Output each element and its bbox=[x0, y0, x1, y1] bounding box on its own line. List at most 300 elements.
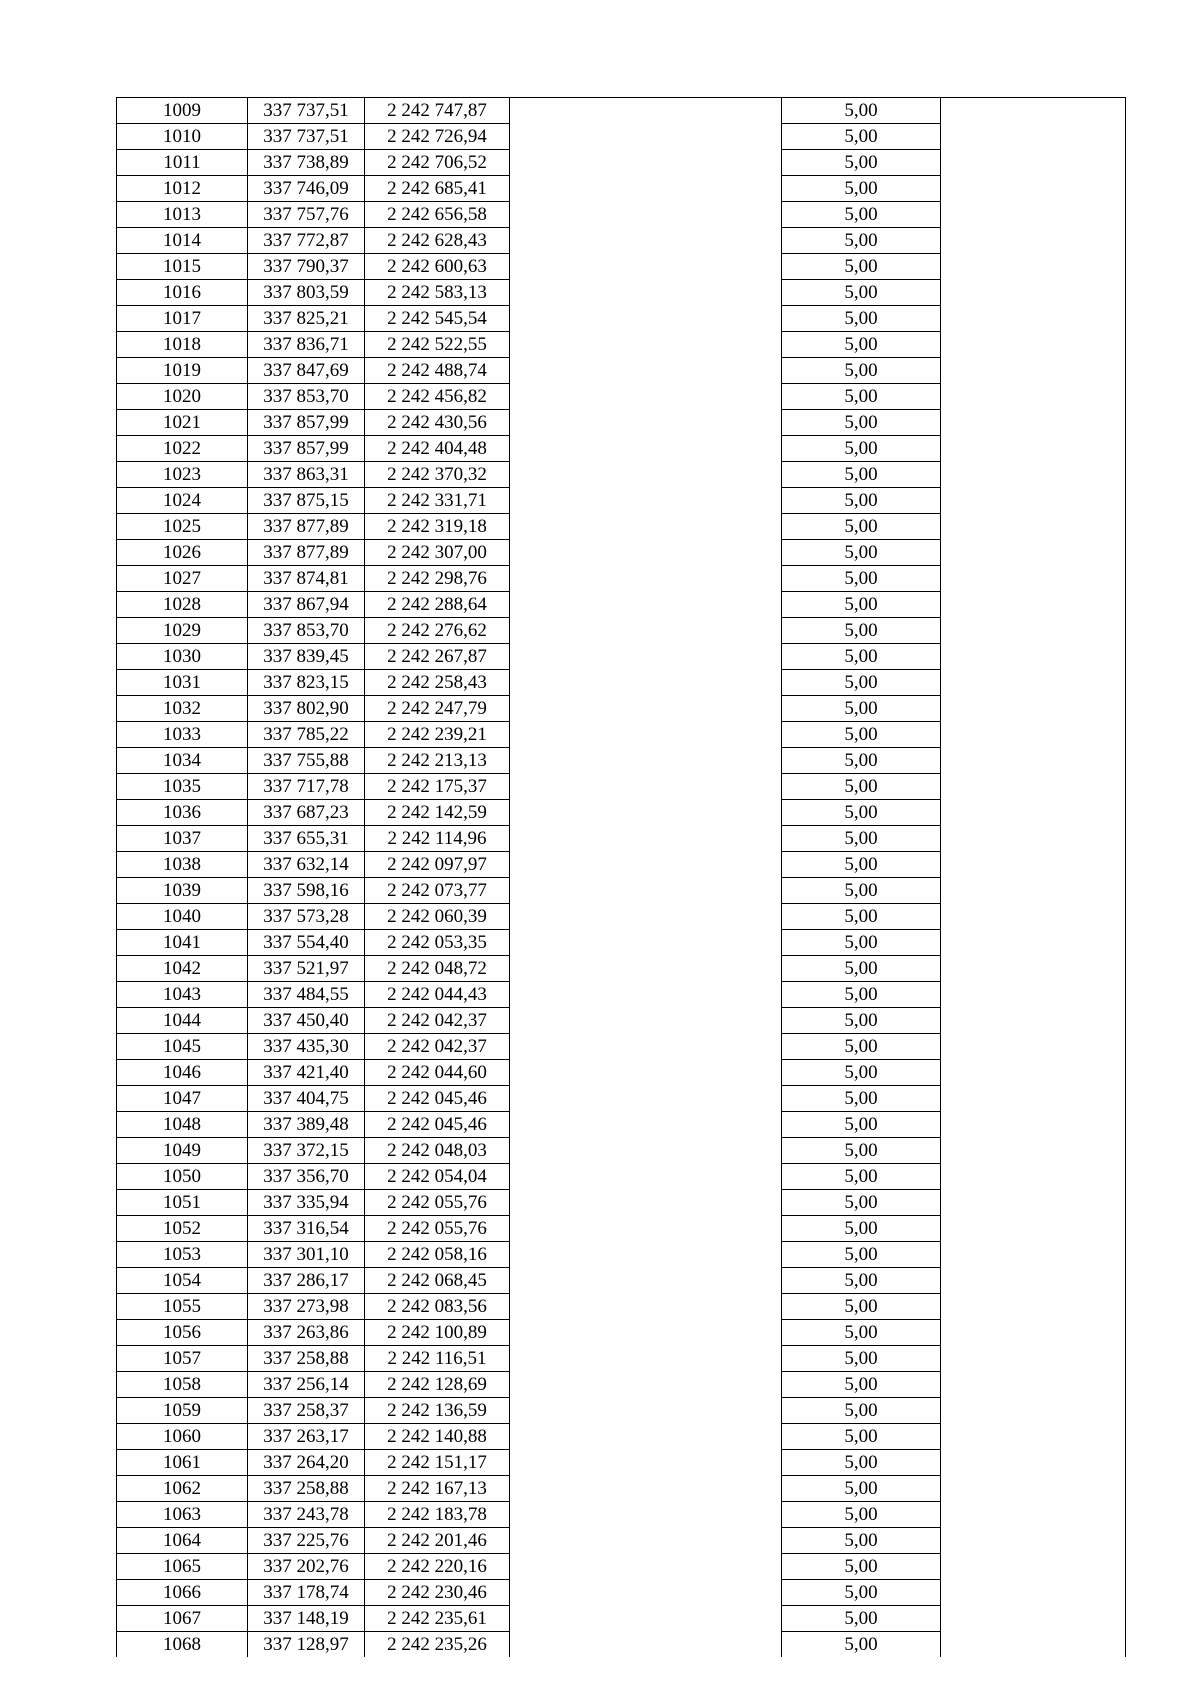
x-coordinate-cell: 337 877,89 bbox=[248, 514, 365, 540]
blank-cell bbox=[941, 1554, 1126, 1580]
value-cell: 5,00 bbox=[782, 1580, 941, 1606]
value-cell: 5,00 bbox=[782, 514, 941, 540]
y-coordinate-cell: 2 242 044,43 bbox=[365, 982, 510, 1008]
blank-cell bbox=[941, 644, 1126, 670]
x-coordinate-cell: 337 178,74 bbox=[248, 1580, 365, 1606]
y-coordinate-cell: 2 242 045,46 bbox=[365, 1112, 510, 1138]
blank-cell bbox=[941, 826, 1126, 852]
blank-cell bbox=[941, 1320, 1126, 1346]
point-number-cell: 1050 bbox=[117, 1164, 248, 1190]
y-coordinate-cell: 2 242 258,43 bbox=[365, 670, 510, 696]
value-cell: 5,00 bbox=[782, 1450, 941, 1476]
blank-cell bbox=[941, 1008, 1126, 1034]
blank-cell bbox=[941, 852, 1126, 878]
y-coordinate-cell: 2 242 267,87 bbox=[365, 644, 510, 670]
blank-cell bbox=[510, 1320, 782, 1346]
table-row bbox=[117, 566, 1126, 592]
y-coordinate-cell: 2 242 488,74 bbox=[365, 358, 510, 384]
x-coordinate-cell: 337 632,14 bbox=[248, 852, 365, 878]
table-row bbox=[117, 150, 1126, 176]
value-cell: 5,00 bbox=[782, 306, 941, 332]
y-coordinate-cell: 2 242 404,48 bbox=[365, 436, 510, 462]
x-coordinate-cell: 337 717,78 bbox=[248, 774, 365, 800]
y-coordinate-cell: 2 242 055,76 bbox=[365, 1216, 510, 1242]
blank-cell bbox=[941, 1086, 1126, 1112]
y-coordinate-cell: 2 242 319,18 bbox=[365, 514, 510, 540]
blank-cell bbox=[510, 1528, 782, 1554]
table-row bbox=[117, 1086, 1126, 1112]
y-coordinate-cell: 2 242 116,51 bbox=[365, 1346, 510, 1372]
value-cell: 5,00 bbox=[782, 540, 941, 566]
value-cell: 5,00 bbox=[782, 1112, 941, 1138]
blank-cell bbox=[941, 1346, 1126, 1372]
blank-cell bbox=[510, 1164, 782, 1190]
x-coordinate-cell: 337 335,94 bbox=[248, 1190, 365, 1216]
point-number-cell: 1028 bbox=[117, 592, 248, 618]
blank-cell bbox=[510, 670, 782, 696]
blank-cell bbox=[510, 1606, 782, 1632]
blank-cell bbox=[510, 1060, 782, 1086]
blank-cell bbox=[941, 956, 1126, 982]
value-cell: 5,00 bbox=[782, 904, 941, 930]
blank-cell bbox=[941, 384, 1126, 410]
y-coordinate-cell: 2 242 167,13 bbox=[365, 1476, 510, 1502]
y-coordinate-cell: 2 242 726,94 bbox=[365, 124, 510, 150]
blank-cell bbox=[510, 254, 782, 280]
x-coordinate-cell: 337 202,76 bbox=[248, 1554, 365, 1580]
table-row bbox=[117, 982, 1126, 1008]
point-number-cell: 1043 bbox=[117, 982, 248, 1008]
blank-cell bbox=[510, 696, 782, 722]
table-row bbox=[117, 1216, 1126, 1242]
blank-cell bbox=[510, 306, 782, 332]
x-coordinate-cell: 337 772,87 bbox=[248, 228, 365, 254]
point-number-cell: 1016 bbox=[117, 280, 248, 306]
value-cell: 5,00 bbox=[782, 670, 941, 696]
blank-cell bbox=[510, 280, 782, 306]
y-coordinate-cell: 2 242 288,64 bbox=[365, 592, 510, 618]
blank-cell bbox=[941, 800, 1126, 826]
blank-cell bbox=[941, 930, 1126, 956]
value-cell: 5,00 bbox=[782, 1034, 941, 1060]
x-coordinate-cell: 337 757,76 bbox=[248, 202, 365, 228]
point-number-cell: 1067 bbox=[117, 1606, 248, 1632]
blank-cell bbox=[941, 722, 1126, 748]
blank-cell bbox=[941, 1138, 1126, 1164]
point-number-cell: 1032 bbox=[117, 696, 248, 722]
blank-cell bbox=[510, 150, 782, 176]
blank-cell bbox=[510, 722, 782, 748]
x-coordinate-cell: 337 857,99 bbox=[248, 436, 365, 462]
x-coordinate-cell: 337 573,28 bbox=[248, 904, 365, 930]
x-coordinate-cell: 337 389,48 bbox=[248, 1112, 365, 1138]
point-number-cell: 1042 bbox=[117, 956, 248, 982]
value-cell: 5,00 bbox=[782, 1190, 941, 1216]
value-cell: 5,00 bbox=[782, 384, 941, 410]
value-cell: 5,00 bbox=[782, 1424, 941, 1450]
blank-cell bbox=[510, 1372, 782, 1398]
table-row bbox=[117, 1632, 1126, 1658]
x-coordinate-cell: 337 802,90 bbox=[248, 696, 365, 722]
x-coordinate-cell: 337 746,09 bbox=[248, 176, 365, 202]
x-coordinate-cell: 337 836,71 bbox=[248, 332, 365, 358]
point-number-cell: 1011 bbox=[117, 150, 248, 176]
point-number-cell: 1025 bbox=[117, 514, 248, 540]
blank-cell bbox=[510, 592, 782, 618]
y-coordinate-cell: 2 242 583,13 bbox=[365, 280, 510, 306]
table-row bbox=[117, 436, 1126, 462]
blank-cell bbox=[941, 904, 1126, 930]
table-row bbox=[117, 306, 1126, 332]
blank-cell bbox=[941, 306, 1126, 332]
x-coordinate-cell: 337 148,19 bbox=[248, 1606, 365, 1632]
value-cell: 5,00 bbox=[782, 1554, 941, 1580]
blank-cell bbox=[941, 1034, 1126, 1060]
blank-cell bbox=[941, 1632, 1126, 1658]
blank-cell bbox=[510, 384, 782, 410]
x-coordinate-cell: 337 874,81 bbox=[248, 566, 365, 592]
blank-cell bbox=[510, 1424, 782, 1450]
x-coordinate-cell: 337 450,40 bbox=[248, 1008, 365, 1034]
value-cell: 5,00 bbox=[782, 1086, 941, 1112]
x-coordinate-cell: 337 847,69 bbox=[248, 358, 365, 384]
point-number-cell: 1064 bbox=[117, 1528, 248, 1554]
table-row bbox=[117, 462, 1126, 488]
y-coordinate-cell: 2 242 706,52 bbox=[365, 150, 510, 176]
blank-cell bbox=[941, 1450, 1126, 1476]
point-number-cell: 1012 bbox=[117, 176, 248, 202]
y-coordinate-cell: 2 242 151,17 bbox=[365, 1450, 510, 1476]
y-coordinate-cell: 2 242 140,88 bbox=[365, 1424, 510, 1450]
x-coordinate-cell: 337 301,10 bbox=[248, 1242, 365, 1268]
y-coordinate-cell: 2 242 370,32 bbox=[365, 462, 510, 488]
table-row bbox=[117, 176, 1126, 202]
x-coordinate-cell: 337 484,55 bbox=[248, 982, 365, 1008]
point-number-cell: 1038 bbox=[117, 852, 248, 878]
y-coordinate-cell: 2 242 628,43 bbox=[365, 228, 510, 254]
blank-cell bbox=[510, 618, 782, 644]
blank-cell bbox=[510, 566, 782, 592]
value-cell: 5,00 bbox=[782, 280, 941, 306]
point-number-cell: 1024 bbox=[117, 488, 248, 514]
y-coordinate-cell: 2 242 045,46 bbox=[365, 1086, 510, 1112]
table-row bbox=[117, 1554, 1126, 1580]
value-cell: 5,00 bbox=[782, 1346, 941, 1372]
blank-cell bbox=[510, 228, 782, 254]
blank-cell bbox=[941, 514, 1126, 540]
value-cell: 5,00 bbox=[782, 982, 941, 1008]
table-row bbox=[117, 670, 1126, 696]
y-coordinate-cell: 2 242 276,62 bbox=[365, 618, 510, 644]
blank-cell bbox=[941, 1190, 1126, 1216]
value-cell: 5,00 bbox=[782, 254, 941, 280]
value-cell: 5,00 bbox=[782, 488, 941, 514]
y-coordinate-cell: 2 242 430,56 bbox=[365, 410, 510, 436]
value-cell: 5,00 bbox=[782, 1268, 941, 1294]
blank-cell bbox=[941, 670, 1126, 696]
blank-cell bbox=[941, 1268, 1126, 1294]
x-coordinate-cell: 337 435,30 bbox=[248, 1034, 365, 1060]
blank-cell bbox=[941, 436, 1126, 462]
value-cell: 5,00 bbox=[782, 696, 941, 722]
point-number-cell: 1031 bbox=[117, 670, 248, 696]
blank-cell bbox=[941, 1476, 1126, 1502]
point-number-cell: 1060 bbox=[117, 1424, 248, 1450]
y-coordinate-cell: 2 242 331,71 bbox=[365, 488, 510, 514]
table-row bbox=[117, 956, 1126, 982]
blank-cell bbox=[510, 1398, 782, 1424]
table-row bbox=[117, 1294, 1126, 1320]
value-cell: 5,00 bbox=[782, 358, 941, 384]
blank-cell bbox=[941, 1060, 1126, 1086]
blank-cell bbox=[941, 1372, 1126, 1398]
value-cell: 5,00 bbox=[782, 1606, 941, 1632]
point-number-cell: 1021 bbox=[117, 410, 248, 436]
blank-cell bbox=[510, 1034, 782, 1060]
x-coordinate-cell: 337 264,20 bbox=[248, 1450, 365, 1476]
table-row bbox=[117, 1398, 1126, 1424]
value-cell: 5,00 bbox=[782, 956, 941, 982]
blank-cell bbox=[510, 462, 782, 488]
x-coordinate-cell: 337 853,70 bbox=[248, 384, 365, 410]
x-coordinate-cell: 337 421,40 bbox=[248, 1060, 365, 1086]
point-number-cell: 1055 bbox=[117, 1294, 248, 1320]
table-row bbox=[117, 1580, 1126, 1606]
blank-cell bbox=[510, 800, 782, 826]
blank-cell bbox=[941, 254, 1126, 280]
y-coordinate-cell: 2 242 213,13 bbox=[365, 748, 510, 774]
blank-cell bbox=[941, 1164, 1126, 1190]
point-number-cell: 1066 bbox=[117, 1580, 248, 1606]
table-row bbox=[117, 826, 1126, 852]
point-number-cell: 1017 bbox=[117, 306, 248, 332]
x-coordinate-cell: 337 687,23 bbox=[248, 800, 365, 826]
blank-cell bbox=[941, 280, 1126, 306]
blank-cell bbox=[941, 696, 1126, 722]
y-coordinate-cell: 2 242 522,55 bbox=[365, 332, 510, 358]
x-coordinate-cell: 337 853,70 bbox=[248, 618, 365, 644]
value-cell: 5,00 bbox=[782, 1060, 941, 1086]
x-coordinate-cell: 337 316,54 bbox=[248, 1216, 365, 1242]
y-coordinate-cell: 2 242 128,69 bbox=[365, 1372, 510, 1398]
table-row bbox=[117, 358, 1126, 384]
y-coordinate-cell: 2 242 230,46 bbox=[365, 1580, 510, 1606]
blank-cell bbox=[510, 878, 782, 904]
x-coordinate-cell: 337 243,78 bbox=[248, 1502, 365, 1528]
x-coordinate-cell: 337 258,88 bbox=[248, 1346, 365, 1372]
table-row bbox=[117, 540, 1126, 566]
y-coordinate-cell: 2 242 142,59 bbox=[365, 800, 510, 826]
blank-cell bbox=[941, 1528, 1126, 1554]
value-cell: 5,00 bbox=[782, 1008, 941, 1034]
table-row bbox=[117, 514, 1126, 540]
x-coordinate-cell: 337 857,99 bbox=[248, 410, 365, 436]
x-coordinate-cell: 337 823,15 bbox=[248, 670, 365, 696]
blank-cell bbox=[941, 98, 1126, 124]
point-number-cell: 1036 bbox=[117, 800, 248, 826]
blank-cell bbox=[941, 618, 1126, 644]
y-coordinate-cell: 2 242 058,16 bbox=[365, 1242, 510, 1268]
x-coordinate-cell: 337 598,16 bbox=[248, 878, 365, 904]
value-cell: 5,00 bbox=[782, 618, 941, 644]
value-cell: 5,00 bbox=[782, 1216, 941, 1242]
point-number-cell: 1058 bbox=[117, 1372, 248, 1398]
table-row bbox=[117, 930, 1126, 956]
value-cell: 5,00 bbox=[782, 1242, 941, 1268]
value-cell: 5,00 bbox=[782, 228, 941, 254]
point-number-cell: 1022 bbox=[117, 436, 248, 462]
point-number-cell: 1014 bbox=[117, 228, 248, 254]
point-number-cell: 1013 bbox=[117, 202, 248, 228]
point-number-cell: 1068 bbox=[117, 1632, 248, 1658]
table-row bbox=[117, 1346, 1126, 1372]
point-number-cell: 1027 bbox=[117, 566, 248, 592]
blank-cell bbox=[941, 410, 1126, 436]
table-row bbox=[117, 1372, 1126, 1398]
blank-cell bbox=[510, 1138, 782, 1164]
table-row bbox=[117, 410, 1126, 436]
y-coordinate-cell: 2 242 685,41 bbox=[365, 176, 510, 202]
table-row bbox=[117, 202, 1126, 228]
point-number-cell: 1018 bbox=[117, 332, 248, 358]
point-number-cell: 1030 bbox=[117, 644, 248, 670]
y-coordinate-cell: 2 242 235,26 bbox=[365, 1632, 510, 1658]
x-coordinate-cell: 337 877,89 bbox=[248, 540, 365, 566]
blank-cell bbox=[510, 1580, 782, 1606]
point-number-cell: 1044 bbox=[117, 1008, 248, 1034]
blank-cell bbox=[510, 436, 782, 462]
y-coordinate-cell: 2 242 298,76 bbox=[365, 566, 510, 592]
table-row bbox=[117, 852, 1126, 878]
point-number-cell: 1020 bbox=[117, 384, 248, 410]
blank-cell bbox=[510, 1242, 782, 1268]
table-row bbox=[117, 280, 1126, 306]
value-cell: 5,00 bbox=[782, 1476, 941, 1502]
table-row bbox=[117, 1034, 1126, 1060]
blank-cell bbox=[941, 488, 1126, 514]
x-coordinate-cell: 337 286,17 bbox=[248, 1268, 365, 1294]
blank-cell bbox=[941, 1398, 1126, 1424]
y-coordinate-cell: 2 242 042,37 bbox=[365, 1008, 510, 1034]
value-cell: 5,00 bbox=[782, 436, 941, 462]
point-number-cell: 1063 bbox=[117, 1502, 248, 1528]
blank-cell bbox=[941, 592, 1126, 618]
blank-cell bbox=[510, 956, 782, 982]
blank-cell bbox=[510, 488, 782, 514]
y-coordinate-cell: 2 242 136,59 bbox=[365, 1398, 510, 1424]
blank-cell bbox=[510, 202, 782, 228]
y-coordinate-cell: 2 242 083,56 bbox=[365, 1294, 510, 1320]
blank-cell bbox=[510, 1346, 782, 1372]
y-coordinate-cell: 2 242 656,58 bbox=[365, 202, 510, 228]
blank-cell bbox=[510, 1190, 782, 1216]
blank-cell bbox=[510, 1112, 782, 1138]
blank-cell bbox=[510, 124, 782, 150]
point-number-cell: 1045 bbox=[117, 1034, 248, 1060]
blank-cell bbox=[510, 774, 782, 800]
x-coordinate-cell: 337 404,75 bbox=[248, 1086, 365, 1112]
blank-cell bbox=[510, 1502, 782, 1528]
blank-cell bbox=[510, 982, 782, 1008]
blank-cell bbox=[941, 124, 1126, 150]
point-number-cell: 1015 bbox=[117, 254, 248, 280]
x-coordinate-cell: 337 128,97 bbox=[248, 1632, 365, 1658]
point-number-cell: 1026 bbox=[117, 540, 248, 566]
y-coordinate-cell: 2 242 747,87 bbox=[365, 98, 510, 124]
x-coordinate-cell: 337 738,89 bbox=[248, 150, 365, 176]
point-number-cell: 1048 bbox=[117, 1112, 248, 1138]
point-number-cell: 1040 bbox=[117, 904, 248, 930]
x-coordinate-cell: 337 867,94 bbox=[248, 592, 365, 618]
table-row bbox=[117, 1008, 1126, 1034]
blank-cell bbox=[510, 644, 782, 670]
table-row bbox=[117, 1138, 1126, 1164]
x-coordinate-cell: 337 737,51 bbox=[248, 124, 365, 150]
blank-cell bbox=[941, 1580, 1126, 1606]
x-coordinate-cell: 337 258,88 bbox=[248, 1476, 365, 1502]
value-cell: 5,00 bbox=[782, 722, 941, 748]
blank-cell bbox=[941, 748, 1126, 774]
table-row bbox=[117, 878, 1126, 904]
y-coordinate-cell: 2 242 247,79 bbox=[365, 696, 510, 722]
table-row bbox=[117, 384, 1126, 410]
y-coordinate-cell: 2 242 100,89 bbox=[365, 1320, 510, 1346]
table-row bbox=[117, 800, 1126, 826]
value-cell: 5,00 bbox=[782, 124, 941, 150]
y-coordinate-cell: 2 242 055,76 bbox=[365, 1190, 510, 1216]
blank-cell bbox=[510, 1268, 782, 1294]
x-coordinate-cell: 337 839,45 bbox=[248, 644, 365, 670]
y-coordinate-cell: 2 242 220,16 bbox=[365, 1554, 510, 1580]
point-number-cell: 1052 bbox=[117, 1216, 248, 1242]
value-cell: 5,00 bbox=[782, 98, 941, 124]
point-number-cell: 1023 bbox=[117, 462, 248, 488]
y-coordinate-cell: 2 242 600,63 bbox=[365, 254, 510, 280]
value-cell: 5,00 bbox=[782, 566, 941, 592]
x-coordinate-cell: 337 256,14 bbox=[248, 1372, 365, 1398]
x-coordinate-cell: 337 825,21 bbox=[248, 306, 365, 332]
point-number-cell: 1046 bbox=[117, 1060, 248, 1086]
table-row bbox=[117, 618, 1126, 644]
x-coordinate-cell: 337 263,86 bbox=[248, 1320, 365, 1346]
blank-cell bbox=[510, 904, 782, 930]
table-row bbox=[117, 722, 1126, 748]
blank-cell bbox=[941, 1242, 1126, 1268]
blank-cell bbox=[510, 826, 782, 852]
blank-cell bbox=[941, 1216, 1126, 1242]
blank-cell bbox=[510, 358, 782, 384]
blank-cell bbox=[510, 410, 782, 436]
table-row bbox=[117, 1502, 1126, 1528]
blank-cell bbox=[510, 1554, 782, 1580]
point-number-cell: 1059 bbox=[117, 1398, 248, 1424]
coordinates-table bbox=[116, 97, 1126, 1657]
x-coordinate-cell: 337 790,37 bbox=[248, 254, 365, 280]
blank-cell bbox=[510, 1294, 782, 1320]
point-number-cell: 1062 bbox=[117, 1476, 248, 1502]
value-cell: 5,00 bbox=[782, 1528, 941, 1554]
y-coordinate-cell: 2 242 048,03 bbox=[365, 1138, 510, 1164]
y-coordinate-cell: 2 242 044,60 bbox=[365, 1060, 510, 1086]
y-coordinate-cell: 2 242 175,37 bbox=[365, 774, 510, 800]
point-number-cell: 1039 bbox=[117, 878, 248, 904]
value-cell: 5,00 bbox=[782, 774, 941, 800]
x-coordinate-cell: 337 875,15 bbox=[248, 488, 365, 514]
blank-cell bbox=[941, 1294, 1126, 1320]
table-row bbox=[117, 332, 1126, 358]
x-coordinate-cell: 337 785,22 bbox=[248, 722, 365, 748]
value-cell: 5,00 bbox=[782, 462, 941, 488]
